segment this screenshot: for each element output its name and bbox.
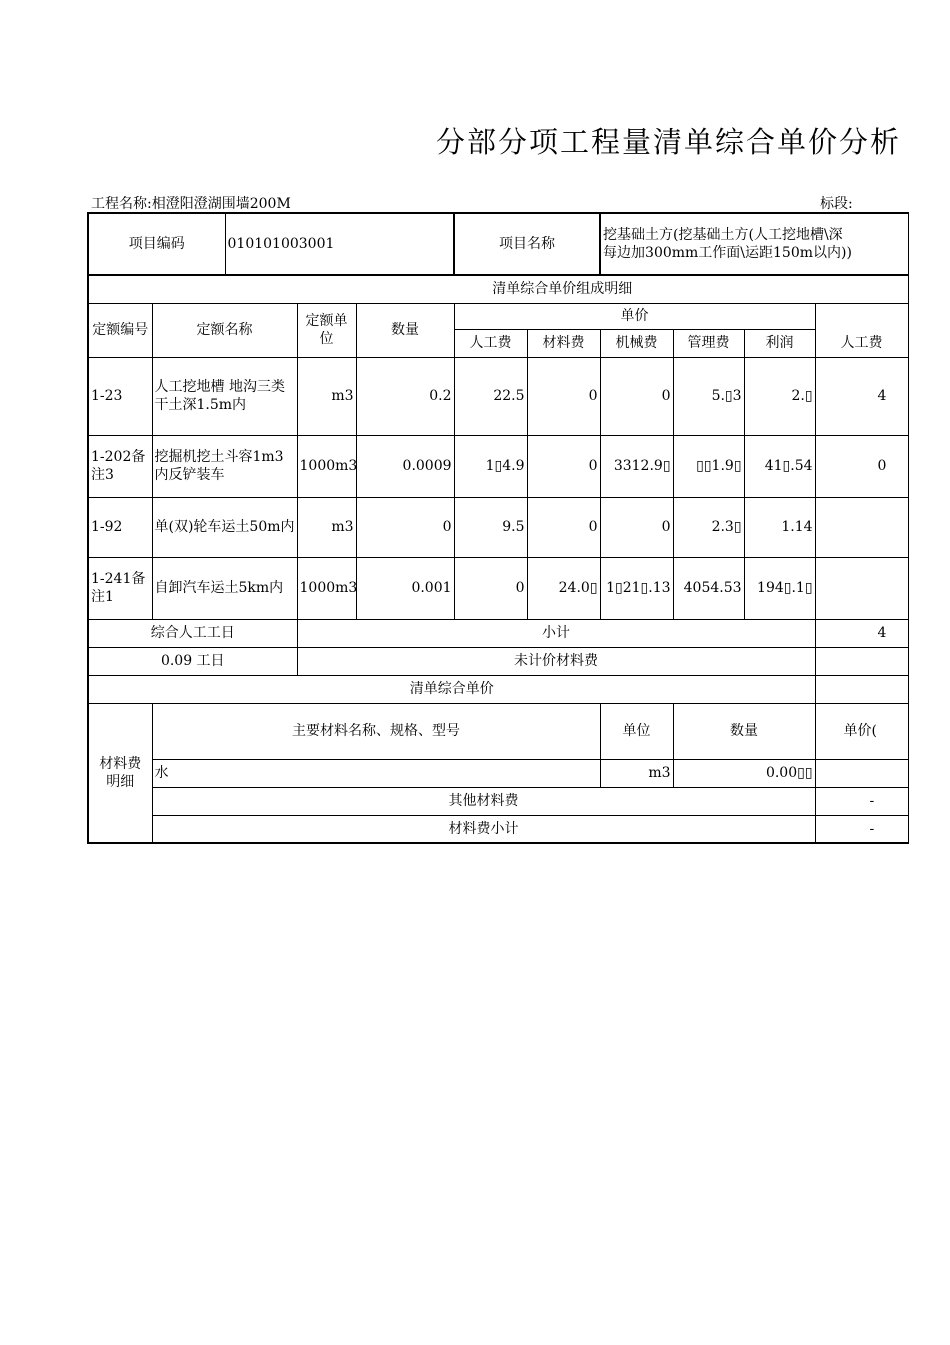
other-material-cell	[815, 787, 908, 815]
project-name: 工程名称:相澄阳澄湖围墙200M	[91, 196, 291, 212]
table-row	[88, 557, 908, 619]
row-machine: 0	[600, 497, 673, 557]
materials-price-header-text: 单价(	[843, 723, 877, 739]
col-quantity: 数量	[356, 303, 454, 357]
row-name: 自卸汽车运土5km内	[152, 557, 297, 619]
col-unit-price: 单价	[454, 303, 815, 329]
code-value: 010101003001	[225, 213, 454, 275]
col-profit: 利润	[744, 329, 815, 357]
material-subtotal-cell	[815, 815, 908, 843]
row-qty: 0.001	[356, 557, 454, 619]
row-unit: 1000m3	[297, 557, 356, 619]
row-name: 人工挖地槽 地沟三类干土深1.5m内	[152, 357, 297, 435]
other-material-value: -	[869, 793, 875, 809]
row-mgmt: ▯▯1.9▯	[673, 435, 744, 497]
row-machine: 3312.9▯	[600, 435, 673, 497]
row-labor: 9.5	[454, 497, 527, 557]
col-quota-unit: 定额单位	[297, 303, 356, 357]
row-name: 挖掘机挖土斗容1m3内反铲装车	[152, 435, 297, 497]
materials-label: 材料费明细	[88, 703, 152, 843]
row-machine: 0	[600, 357, 673, 435]
col-management: 管理费	[673, 329, 744, 357]
list-item	[88, 759, 908, 787]
table-row	[88, 435, 908, 497]
row-machine: 1▯21▯.13	[600, 557, 673, 619]
table-row	[88, 497, 908, 557]
segment-label: 标段:	[820, 196, 853, 212]
row-unit: m3	[297, 497, 356, 557]
labor-days-value: 0.09 工日	[88, 647, 297, 675]
name-value	[600, 213, 908, 275]
row-no: 1-23	[88, 357, 152, 435]
unit-price-label: 清单综合单价	[88, 675, 815, 703]
row-name: 单(双)轮车运土50m内	[152, 497, 297, 557]
row-labor-total	[815, 557, 908, 619]
subtotal-value: 4	[877, 625, 887, 641]
analysis-table	[87, 212, 909, 844]
row-labor: 0	[454, 557, 527, 619]
materials-qty-header: 数量	[673, 703, 815, 759]
row-labor-total	[815, 435, 908, 497]
material-subtotal-label: 材料费小计	[152, 815, 815, 843]
material-name: 水	[152, 759, 600, 787]
page-title: 分部分项工程量清单综合单价分析	[436, 125, 902, 159]
row-material: 0	[527, 357, 600, 435]
name-value-line2: 每边加300mm工作面\运距150m以内))	[603, 245, 852, 261]
row-labor-total-value: 4	[877, 388, 887, 404]
subtotal-label: 小计	[297, 619, 815, 647]
labor-days-label: 综合人工工日	[88, 619, 297, 647]
materials-unit-header: 单位	[600, 703, 673, 759]
col-quota-name: 定额名称	[152, 303, 297, 357]
col-labor-total: 人工费	[815, 329, 908, 357]
unit-price-value	[815, 675, 908, 703]
row-profit: 41▯.54	[744, 435, 815, 497]
row-no: 1-92	[88, 497, 152, 557]
row-labor-total	[815, 357, 908, 435]
row-qty: 0.0009	[356, 435, 454, 497]
col-labor: 人工费	[454, 329, 527, 357]
row-mgmt: 5.▯3	[673, 357, 744, 435]
row-labor: 22.5	[454, 357, 527, 435]
row-profit: 194▯.1▯	[744, 557, 815, 619]
row-labor-total	[815, 497, 908, 557]
col-machine: 机械费	[600, 329, 673, 357]
row-mgmt: 2.3▯	[673, 497, 744, 557]
material-price	[815, 759, 908, 787]
section-title-text: 清单综合单价组成明细	[492, 281, 633, 298]
col-material: 材料费	[527, 329, 600, 357]
material-subtotal-value: -	[869, 820, 875, 837]
materials-price-header	[815, 703, 908, 759]
row-no: 1-241备注1	[88, 557, 152, 619]
row-unit: m3	[297, 357, 356, 435]
materials-name-header: 主要材料名称、规格、型号	[152, 703, 600, 759]
row-qty: 0	[356, 497, 454, 557]
subtotal-cell	[815, 619, 908, 647]
unpriced-value	[815, 647, 908, 675]
row-profit: 1.14	[744, 497, 815, 557]
row-material: 24.0▯	[527, 557, 600, 619]
code-label: 项目编码	[88, 213, 225, 275]
col-total-header	[815, 303, 908, 329]
row-profit: 2.▯	[744, 357, 815, 435]
row-material: 0	[527, 435, 600, 497]
row-mgmt: 4054.53	[673, 557, 744, 619]
col-quota-no: 定额编号	[88, 303, 152, 357]
row-no: 1-202备注3	[88, 435, 152, 497]
row-unit: 1000m3	[297, 435, 356, 497]
analysis-sheet	[87, 212, 887, 844]
row-labor: 1▯4.9	[454, 435, 527, 497]
name-value-line1: 挖基础土方(挖基础土方(人工挖地槽\深	[603, 227, 843, 243]
section-title	[88, 275, 908, 303]
material-unit: m3	[600, 759, 673, 787]
name-label: 项目名称	[454, 213, 600, 275]
row-qty: 0.2	[356, 357, 454, 435]
other-material-label: 其他材料费	[152, 787, 815, 815]
row-labor-total-value: 0	[877, 458, 887, 474]
row-material: 0	[527, 497, 600, 557]
unpriced-label: 未计价材料费	[297, 647, 815, 675]
table-row	[88, 357, 908, 435]
material-qty: 0.00▯▯	[673, 759, 815, 787]
